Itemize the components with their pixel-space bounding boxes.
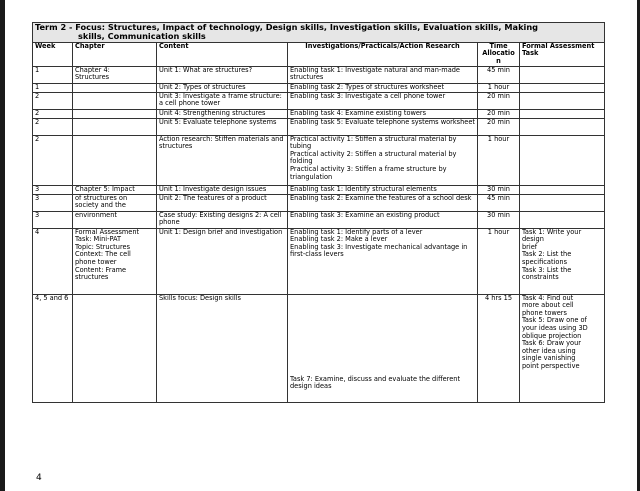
cell-formal [520,211,605,228]
cell-chapter [73,185,157,194]
formal-line: Task 3: List the [522,265,572,274]
page-number: 4 [36,473,42,483]
header-row [33,42,605,66]
table-row [33,294,605,402]
investigations-line: Enabling task 1: Identify structural elements [290,185,437,193]
table-row [33,109,605,118]
cell-time: 30 min [478,185,520,194]
cell-time: 1 hour [478,135,520,185]
cell-investigations [288,194,478,211]
chapter-line: phone tower [75,257,117,266]
investigations-line: Practical activity 3: Stiffen a frame structure by triangulation [290,164,447,181]
cell-chapter [73,294,157,402]
content-line: Unit 5: Evaluate telephone systems [159,118,277,126]
investigations-line: Enabling task 3: Investigate mechanical advantage in first-class levers [290,242,468,259]
cell-investigations [288,228,478,294]
cell-investigations [288,211,478,228]
cell-chapter [73,118,157,135]
content-line: Unit 2: The features of a product [159,194,267,202]
term-title-line-2: skills, Communication skills [78,31,206,42]
cell-time: 20 min [478,92,520,109]
investigations-line: Practical activity 2: Stiffen a structural material by folding [290,149,457,166]
cell-time: 1 hour [478,83,520,92]
cell-content [157,135,288,185]
cell-formal [520,194,605,211]
cell-formal [520,66,605,83]
term-title [33,23,605,43]
header-investigations: Investigations/Practicals/Action Research [288,42,478,66]
cell-week: 2 [33,109,73,118]
cell-formal [520,83,605,92]
title-row [33,23,605,43]
investigations-line: Enabling task 2: Examine the features of a school desk [290,194,472,202]
cell-investigations [288,92,478,109]
formal-line: specifications [522,257,568,266]
cell-content [157,109,288,118]
cell-time: 30 min [478,211,520,228]
formal-line: oblique projection [522,331,582,340]
formal-line: point perspective [522,361,580,370]
cell-formal [520,109,605,118]
cell-content [157,83,288,92]
cell-content [157,228,288,294]
formal-line: single vanishing [522,354,576,363]
table-row [33,194,605,211]
cell-time: 45 min [478,194,520,211]
cell-content [157,294,288,402]
cell-content [157,92,288,109]
formal-line: Task 5: Draw one of [522,316,587,325]
cell-week: 2 [33,92,73,109]
cell-week: 2 [33,118,73,135]
formal-line: other idea using [522,346,576,355]
cell-week: 4, 5 and 6 [33,294,73,402]
cell-time: 45 min [478,66,520,83]
investigations-line: Enabling task 4: Examine existing towers [290,109,427,117]
investigations-line: Enabling task 3: Investigate a cell phone tower [290,92,446,100]
cell-formal [520,294,605,402]
header-content: Content [157,42,288,66]
cell-time: 4 hrs 15 [478,294,520,402]
chapter-line: Formal Assessment [75,228,140,236]
table-body [33,66,605,402]
table-row [33,185,605,194]
cell-chapter [73,228,157,294]
cell-investigations [288,135,478,185]
investigations-line: Enabling task 2: Types of structures worksheet [290,83,445,91]
chapter-line: environment [75,211,117,219]
formal-line: Task 1: Write your [522,228,582,236]
cell-week: 1 [33,66,73,83]
header-time-allocation: Time Allocation [478,42,520,66]
formal-line: Task 2: List the [522,250,572,259]
term-title-line-1: Term 2 - Focus: Structures, Impact of technology, Design skills, Investigation skills, Evaluation skills, Making [35,22,539,32]
table-row [33,135,605,185]
cell-content [157,185,288,194]
table-row [33,211,605,228]
formal-line: Task 6: Draw your [522,339,581,348]
cell-chapter [73,83,157,92]
table-row [33,118,605,135]
cell-week: 3 [33,185,73,194]
cell-formal [520,185,605,194]
header-week: Week [33,42,73,66]
chapter-line: Topic: Structures [75,242,131,251]
document-page [5,0,637,491]
work-schedule-table [32,22,605,403]
cell-time: 20 min [478,118,520,135]
header-chapter: Chapter [73,42,157,66]
content-line: Unit 1: What are structures? [159,66,253,74]
cell-chapter [73,92,157,109]
cell-investigations [288,109,478,118]
cell-week: 4 [33,228,73,294]
table-row [33,92,605,109]
cell-content [157,194,288,211]
cell-investigations [288,83,478,92]
chapter-line: of structures on [75,194,128,202]
chapter-line: Chapter 5: Impact [75,185,135,193]
content-line: Skills focus: Design skills [159,294,241,302]
content-line: Unit 4: Strengthening structures [159,109,266,117]
investigations-line: Enabling task 5: Evaluate telephone systems worksheet [290,118,475,126]
cell-chapter [73,194,157,211]
content-line: Unit 1: Investigate design issues [159,185,267,193]
cell-time: 1 hour [478,228,520,294]
chapter-line: structures [75,273,109,282]
chapter-line: society and the [75,201,126,210]
content-line: Unit 3: Investigate a frame structure: a cell phone tower [159,92,282,108]
investigations-line: Enabling task 1: Identify parts of a lever [290,228,423,236]
cell-investigations [288,185,478,194]
chapter-line: Task: Mini-PAT [75,235,122,244]
investigations-line: Task 7: Examine, discuss and evaluate the different design ideas [290,374,461,391]
cell-time: 20 min [478,109,520,118]
cell-chapter [73,66,157,83]
cell-chapter [73,135,157,185]
formal-line: brief [522,242,538,251]
content-line: Action research: Stiffen materials and structures [159,135,284,151]
formal-line: design [522,235,544,244]
cell-formal [520,118,605,135]
cell-content [157,118,288,135]
content-line: Case study: Existing designs 2: A cell phone [159,211,282,227]
chapter-line: Chapter 4: [75,66,110,74]
chapter-line: Structures [75,73,110,82]
cell-content [157,211,288,228]
cell-chapter [73,109,157,118]
content-line: Unit 1: Design brief and investigation [159,228,283,236]
header-formal-assessment: Formal Assessment Task [520,42,605,66]
cell-content [157,66,288,83]
formal-line: Task 4: Find out [522,294,574,302]
chapter-line: Context: The cell [75,250,131,259]
table-row [33,83,605,92]
table-row [33,228,605,294]
chapter-line: Content: Frame [75,265,127,274]
table-row [33,66,605,83]
content-line: Unit 2: Types of structures [159,83,246,91]
formal-line: phone towers [522,308,567,317]
formal-line: constraints [522,273,559,282]
investigations-line: Enabling task 3: Examine an existing product [290,211,440,219]
cell-chapter [73,211,157,228]
cell-week: 3 [33,194,73,211]
cell-week: 2 [33,135,73,185]
cell-investigations [288,294,478,402]
cell-week: 1 [33,83,73,92]
cell-investigations [288,66,478,83]
investigations-line: Enabling task 1: Investigate natural and man-made structures [290,66,460,82]
investigations-line: Practical activity 1: Stiffen a structural material by tubing [290,135,457,151]
formal-line: more about cell [522,301,574,310]
cell-formal [520,228,605,294]
cell-week: 3 [33,211,73,228]
formal-line: your ideas using 3D [522,323,588,332]
investigations-line: Enabling task 2: Make a lever [290,235,388,244]
cell-formal [520,135,605,185]
cell-investigations [288,118,478,135]
cell-formal [520,92,605,109]
